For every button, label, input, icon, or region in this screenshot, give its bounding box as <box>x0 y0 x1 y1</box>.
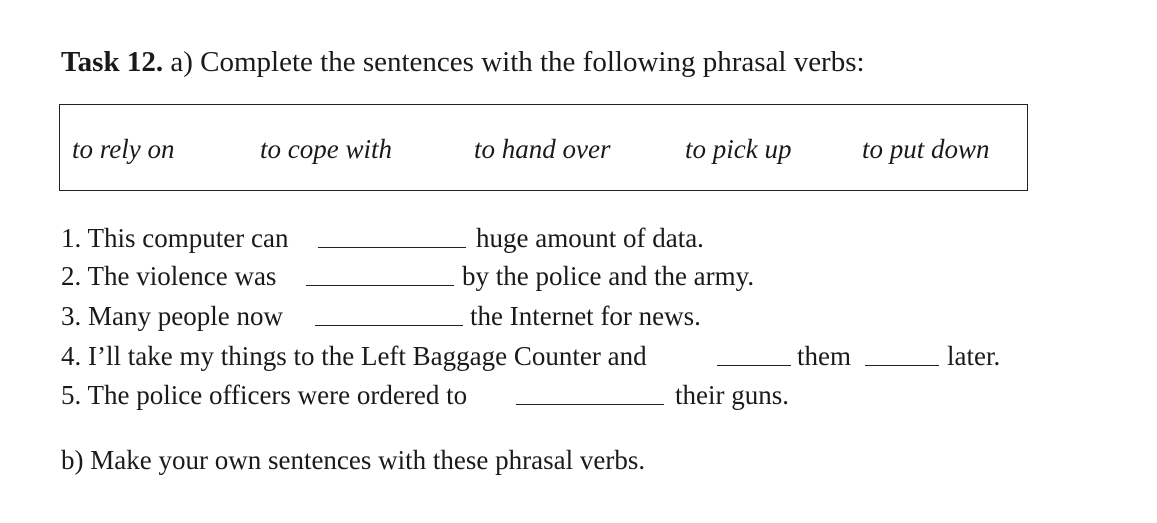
phrasal-verb: to rely on <box>72 134 175 164</box>
phrasal-verbs-box <box>59 104 1028 191</box>
sentence-text: 4. I’ll take my things to the Left Baggage Counter and <box>61 341 647 371</box>
sentence-text: them <box>797 341 851 371</box>
sentence-text: later. <box>947 341 1001 371</box>
phrasal-verb: to put down <box>862 134 990 164</box>
sentence-text: their guns. <box>675 380 789 410</box>
task-heading <box>61 44 865 80</box>
answer-blank <box>717 365 791 366</box>
answer-blank <box>315 325 463 326</box>
phrasal-verb: to cope with <box>260 134 392 164</box>
sentence-text: 3. Many people now <box>61 301 283 331</box>
sentence-text: 2. The violence was <box>61 261 277 291</box>
sentence-text: by the police and the army. <box>462 261 755 291</box>
answer-blank <box>516 404 664 405</box>
answer-blank <box>318 247 466 248</box>
sentence-text: 1. This computer can <box>61 223 289 253</box>
phrasal-verb: to hand over <box>474 134 611 164</box>
part-b-instruction: b) Make your own sentences with these phrasal verbs. <box>61 445 646 475</box>
answer-blank <box>865 365 939 366</box>
task-instruction: a) Complete the sentences with the following phrasal verbs: <box>170 46 865 78</box>
sentence-text: 5. The police officers were ordered to <box>61 380 468 410</box>
task-label: Task 12. <box>61 46 164 78</box>
phrasal-verb: to pick up <box>685 134 792 164</box>
sentence-text: huge amount of data. <box>476 223 704 253</box>
sentence-text: the Internet for news. <box>470 301 701 331</box>
answer-blank <box>306 285 454 286</box>
